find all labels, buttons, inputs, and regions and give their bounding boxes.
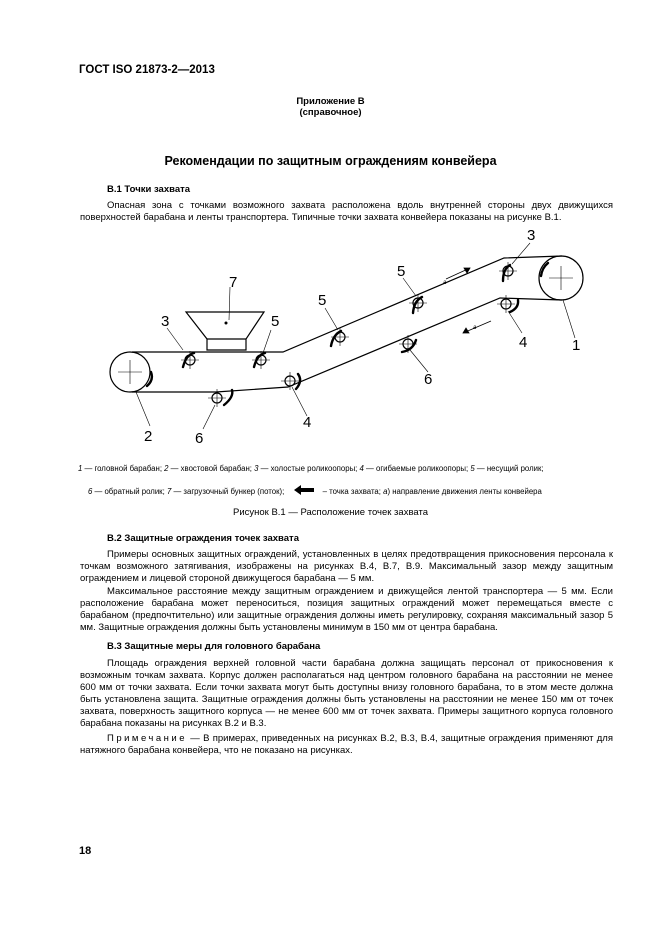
figure-label: 7 <box>229 274 238 291</box>
figure-label: 6 <box>424 371 433 388</box>
figure-label: 3 <box>161 313 170 330</box>
section-b2-paragraph-2: Максимальное расстояние между защитным ограждением и движущейся лентой транспортера — 5 мм. Если расположение барабана может переноситься, позиция защитных ограждений может перемещаться вместе с барабаном (предпочтительно) или защитные ограждения должны иметь регулировку, сохраняя максимальный зазор 5 мм. Защитные ограждения должны быть установлены минимум в 150 мм от центра барабана. <box>80 586 613 633</box>
trap-point-arrow-icon <box>292 485 316 495</box>
figure-label: 1 <box>572 337 581 354</box>
figure-legend-line1: 1 — головной барабан; 2 — хвостовой барабан; 3 — холостые роликоопоры; 4 — огибаемые роликоопоры; 5 — несущий ролик; <box>78 464 544 473</box>
figure-label: 4 <box>303 414 312 431</box>
figure-label: 4 <box>519 334 528 351</box>
figure-label: 5 <box>397 263 406 280</box>
main-title: Рекомендации по защитным ограждениям конвейера <box>164 154 497 168</box>
section-b1-paragraph: Опасная зона с точками возможного захвата расположена вдоль внутренней стороны двух движущихся поверхностей барабана и ленты транспортера. Типичные точки захвата конвейера показаны на рисунке В.1. <box>80 200 613 223</box>
standard-header: ГОСТ ISO 21873-2—2013 <box>79 64 215 76</box>
section-b3-note: Примечание — В примерах, приведенных на рисунках В.2, В.3, В.4, защитные ограждения применяют для натяжного барабана конвейера, что не показано на рисунках. <box>80 733 613 756</box>
figure-label: 5 <box>271 313 280 330</box>
section-b2-title: В.2 Защитные ограждения точек захвата <box>107 533 299 544</box>
figure-label: 2 <box>144 428 153 445</box>
conveyor-figure <box>0 222 661 458</box>
direction-label: a <box>443 280 447 286</box>
figure-label: 3 <box>527 227 536 244</box>
section-b1-title: В.1 Точки захвата <box>107 184 191 195</box>
loading-hopper <box>186 312 264 350</box>
trap-point-arrows <box>147 263 548 405</box>
annex-subtitle: (справочное) <box>299 107 362 118</box>
figure-label: 5 <box>318 292 327 309</box>
figure-label: 6 <box>195 430 204 447</box>
figure-legend-line2: 6 — обратный ролик; 7 — загрузочный бункер (поток); – точка захвата; a) направление движения ленты конвейера <box>88 487 542 496</box>
direction-label: a <box>473 325 477 331</box>
section-b3-title: В.3 Защитные меры для головного барабана <box>107 641 321 652</box>
section-b3-paragraph: Площадь ограждения верхней головной части барабана должна защищать персонал от прикосновения к возможным точкам захвата. Корпус должен располагаться над центром головного барабана на расстоянии не менее 600 мм от точки захвата. Если точки захвата могут быть доступны внизу головного барабана, то в этом месте должна быть установлена защита. Защитные ограждения должны быть установлены на расстоянии не менее 150 мм от точек захвата, поверхность защитного корпуса — не менее 600 мм от точек захвата. Примеры защитного корпуса головного барабана показаны на рисунках В.2 и В.3. <box>80 658 613 729</box>
section-b2-paragraph-1: Примеры основных защитных ограждений, установленных в целях предотвращения прикосновения персонала к точкам возможного затягивания, изображены на рисунках В.4, В.7, В.9. Максимальный зазор между защитным ограждением и лицевой стороной движущегося барабана — 5 мм. <box>80 549 613 584</box>
annex-title: Приложение В <box>296 96 365 107</box>
page-number: 18 <box>79 845 92 857</box>
note-label: Примечание <box>107 733 187 744</box>
figure-caption: Рисунок В.1 — Расположение точек захвата <box>232 507 428 518</box>
